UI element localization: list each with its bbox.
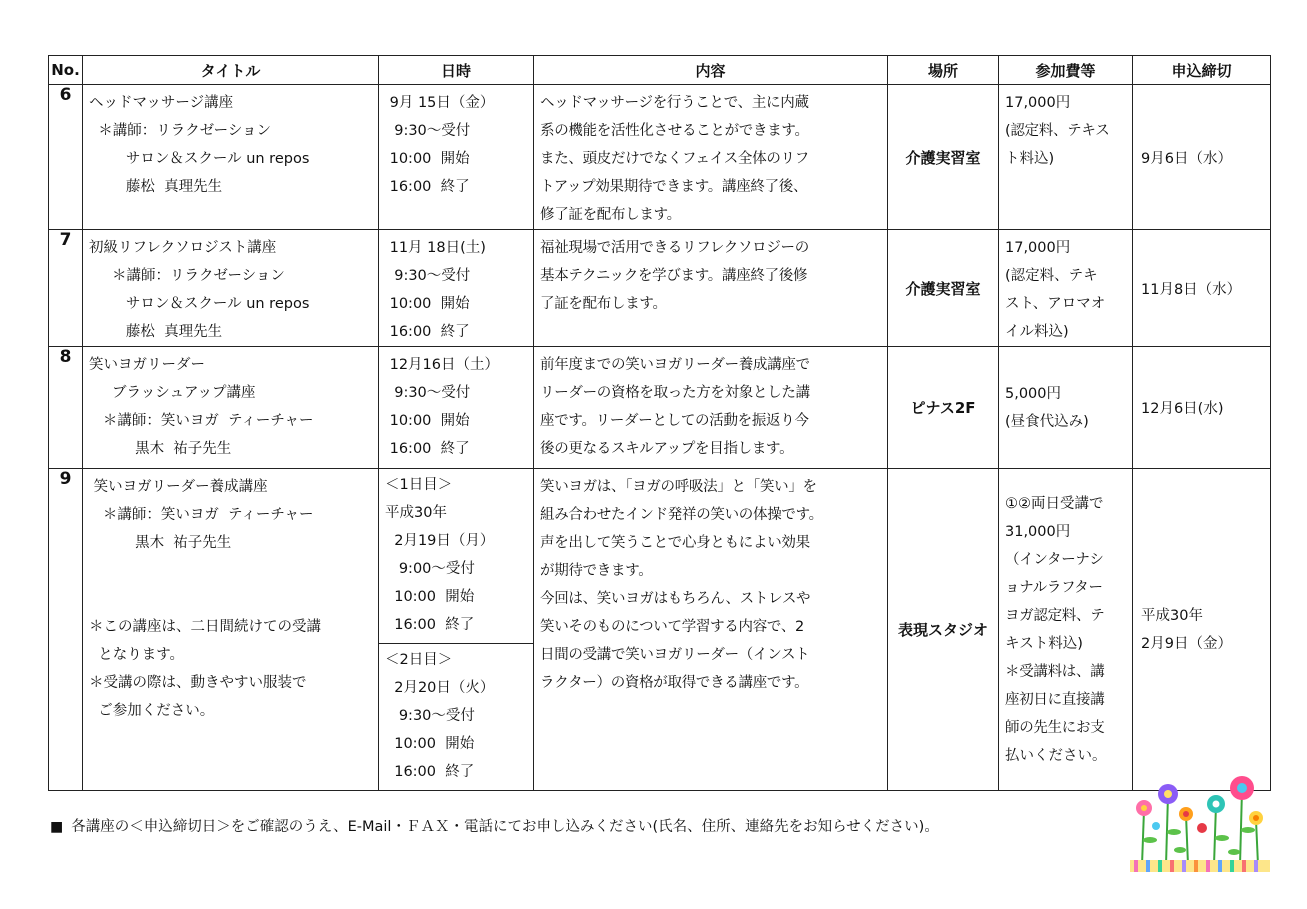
course-fee-line: 31,000円 — [1005, 523, 1071, 540]
course-fee-line: イル料込) — [1005, 324, 1069, 340]
course-deadline: 2月9日（金） — [1141, 635, 1232, 652]
course-instructor-org: サロン＆スクール un repos — [89, 151, 310, 167]
course-datetime-cell — [379, 469, 534, 791]
course-title: 笑いヨガリーダー養成講座 — [89, 479, 268, 495]
course-date: 2月19日（月） — [385, 533, 495, 549]
course-end-time: 16:00 終了 — [385, 179, 470, 195]
course-content-cell — [534, 347, 888, 469]
flower-blossoms — [1136, 776, 1263, 833]
course-content-line: 後の更なるスキルアップを目指します。 — [540, 441, 794, 457]
course-title-cell — [83, 230, 379, 347]
day2-schedule — [379, 644, 533, 786]
course-date: 2月20日（火） — [385, 680, 495, 696]
course-content-line: 系の機能を活性化させることができます。 — [540, 123, 809, 139]
course-end-time: 16:00 終了 — [385, 617, 475, 633]
application-notice — [50, 815, 939, 836]
course-fee-line: ＊受講料は、講 — [1005, 663, 1105, 680]
course-start-time: 10:00 開始 — [385, 296, 470, 312]
course-content-line: 笑いヨガは、「ヨガの呼吸法」と「笑い」を — [540, 479, 817, 495]
course-fee-cell — [999, 347, 1133, 469]
course-reception-time: 9:00～受付 — [385, 561, 475, 577]
course-fee-line: 17,000円 — [1005, 240, 1071, 256]
course-start-time: 10:00 開始 — [385, 151, 470, 167]
course-content-line: 声を出して笑うことで心身ともによい効果 — [540, 535, 810, 551]
course-number: 9 — [49, 469, 83, 791]
course-fee-line: (昼食代込み) — [1005, 413, 1089, 430]
flower-illustration — [1130, 770, 1270, 872]
course-content-line: 日間の受講で笑いヨガリーダー（インスト — [540, 647, 810, 663]
course-fee-line: 座初日に直接講 — [1005, 691, 1105, 708]
course-fee-cell — [999, 469, 1133, 791]
course-title-cell — [83, 85, 379, 230]
course-date: 12月16日（土） — [385, 357, 500, 373]
day-label: ＜1日目＞ — [385, 477, 453, 493]
course-content-line: 修了証を配布します。 — [540, 207, 681, 223]
spacer-line — [89, 557, 372, 585]
course-start-time: 10:00 開始 — [385, 413, 470, 429]
course-fee-cell — [999, 230, 1133, 347]
course-reception-time: 9:30～受付 — [385, 268, 471, 284]
course-instructor-label: ＊講師：笑いヨガ ティーチャー — [89, 507, 314, 523]
course-note-line: ご参加ください。 — [89, 703, 215, 719]
course-instructor-org: サロン＆スクール un repos — [89, 296, 310, 312]
course-end-time: 16:00 終了 — [385, 441, 470, 457]
table-row — [49, 85, 1271, 230]
spacer-line — [89, 585, 372, 613]
course-content-line: 今回は、笑いヨガはもちろん、ストレスや — [540, 591, 811, 607]
course-instructor-name: 黒木 祐子先生 — [89, 535, 232, 551]
course-content-line: リーダーの資格を取った方を対象とした講 — [540, 385, 810, 401]
course-title: 初級リフレクソロジスト講座 — [89, 240, 277, 256]
flower-border-stripes — [1130, 860, 1270, 872]
course-title: 笑いヨガリーダー — [89, 357, 205, 373]
course-content-line: 笑いそのものについて学習する内容で、2 — [540, 619, 804, 635]
course-place: 介護実習室 — [888, 85, 999, 230]
course-content-line: 基本テクニックを学びます。講座終了後修 — [540, 268, 808, 284]
table-row — [49, 469, 1271, 791]
header-deadline: 申込締切 — [1133, 56, 1271, 85]
course-content-line: 組み合わせたインド発祥の笑いの体操です。 — [540, 507, 823, 523]
table-row — [49, 347, 1271, 469]
course-content-line: 了証を配布します。 — [540, 296, 667, 312]
course-fee-line: ト料込) — [1005, 151, 1055, 167]
course-fee-line: スト、アロマオ — [1005, 296, 1106, 312]
course-year: 平成30年 — [385, 505, 447, 521]
course-content-line: 座です。リーダーとしての活動を振返り今 — [540, 413, 809, 429]
table-header-row — [49, 56, 1271, 85]
course-deadline: 12月6日(水) — [1133, 347, 1271, 469]
course-fee-cell — [999, 85, 1133, 230]
course-content-line: 前年度までの笑いヨガリーダー養成講座で — [540, 357, 810, 373]
course-deadline-year: 平成30年 — [1141, 607, 1203, 624]
course-fee-line: ョナルラフター — [1005, 579, 1103, 596]
course-deadline-cell — [1133, 469, 1271, 791]
header-place: 場所 — [888, 56, 999, 85]
course-reception-time: 9:30～受付 — [385, 123, 471, 139]
course-number: 8 — [49, 347, 83, 469]
course-fee-line: 17,000円 — [1005, 95, 1071, 111]
header-no: No. — [49, 56, 83, 85]
course-subtitle: ブラッシュアップ講座 — [89, 385, 256, 401]
course-place: 介護実習室 — [888, 230, 999, 347]
course-reception-time: 9:30～受付 — [385, 708, 475, 724]
course-note-line: ＊この講座は、二日間続けての受講 — [89, 619, 321, 635]
course-fee-line: ①②両日受講で — [1005, 495, 1104, 512]
course-instructor-name: 藤松 真理先生 — [89, 324, 223, 340]
course-instructor-label: ＊講師：リラクゼーション — [89, 123, 272, 139]
course-content-cell — [534, 85, 888, 230]
course-fee-line: (認定料、テキス — [1005, 123, 1110, 139]
course-datetime-cell — [379, 347, 534, 469]
course-place: 表現スタジオ — [888, 469, 999, 791]
course-content-line: トアップ効果期待できます。講座終了後、 — [540, 179, 808, 195]
header-fee: 参加費等 — [999, 56, 1133, 85]
course-fee-line: ヨガ認定料、テ — [1005, 607, 1105, 624]
course-end-time: 16:00 終了 — [385, 324, 470, 340]
course-number: 6 — [49, 85, 83, 230]
course-fee-line: 払いください。 — [1005, 747, 1107, 764]
course-instructor-label: ＊講師：リラクゼーション — [89, 268, 285, 284]
day-label: ＜2日目＞ — [385, 652, 453, 668]
course-content-line: が期待できます。 — [540, 563, 653, 579]
course-reception-time: 9:30～受付 — [385, 385, 471, 401]
course-instructor-name: 藤松 真理先生 — [89, 179, 223, 195]
course-fee-line: キスト料込) — [1005, 635, 1083, 652]
course-title: ヘッドマッサージ講座 — [89, 95, 234, 111]
course-title-cell — [83, 347, 379, 469]
course-date: 11月 18日(土) — [385, 240, 486, 256]
course-datetime-cell — [379, 230, 534, 347]
course-start-time: 10:00 開始 — [385, 589, 475, 605]
bullet-square: ■ — [50, 819, 64, 835]
header-title: タイトル — [83, 56, 379, 85]
course-content-cell — [534, 230, 888, 347]
course-date: 9月 15日（金） — [385, 95, 495, 111]
course-number: 7 — [49, 230, 83, 347]
course-note-line: となります。 — [89, 647, 185, 663]
table-row — [49, 230, 1271, 347]
course-place: ピナス2F — [888, 347, 999, 469]
course-content-cell — [534, 469, 888, 791]
course-instructor-name: 黒木 祐子先生 — [89, 441, 232, 457]
header-datetime: 日時 — [379, 56, 534, 85]
course-start-time: 10:00 開始 — [385, 736, 475, 752]
course-fee-line: （インターナシ — [1005, 551, 1104, 568]
course-fee-line: 師の先生にお支 — [1005, 719, 1105, 736]
course-deadline: 9月6日（水） — [1133, 85, 1271, 230]
application-notice-text: 各講座の＜申込締切日＞をご確認のうえ、E-Mail・ＦＡＸ・電話にてお申し込みください(氏名、住所、連絡先をお知らせください)。 — [71, 819, 939, 835]
course-datetime-cell — [379, 85, 534, 230]
header-content: 内容 — [534, 56, 888, 85]
course-content-line: 福祉現場で活用できるリフレクソロジーの — [540, 240, 809, 256]
course-instructor-label: ＊講師：笑いヨガ ティーチャー — [89, 413, 314, 429]
course-table — [48, 55, 1271, 791]
course-note-line: ＊受講の際は、動きやすい服装で — [89, 675, 307, 691]
course-title-cell — [83, 469, 379, 791]
course-end-time: 16:00 終了 — [385, 764, 475, 780]
course-content-line: また、頭皮だけでなくフェイス全体のリフ — [540, 151, 809, 167]
course-fee-line: 5,000円 — [1005, 385, 1062, 402]
course-fee-line: (認定料、テキ — [1005, 268, 1098, 284]
day1-schedule — [379, 469, 533, 644]
course-content-line: ヘッドマッサージを行うことで、主に内蔵 — [540, 95, 809, 111]
course-deadline: 11月8日（水） — [1133, 230, 1271, 347]
course-content-line: ラクター）の資格が取得できる講座です。 — [540, 675, 809, 691]
